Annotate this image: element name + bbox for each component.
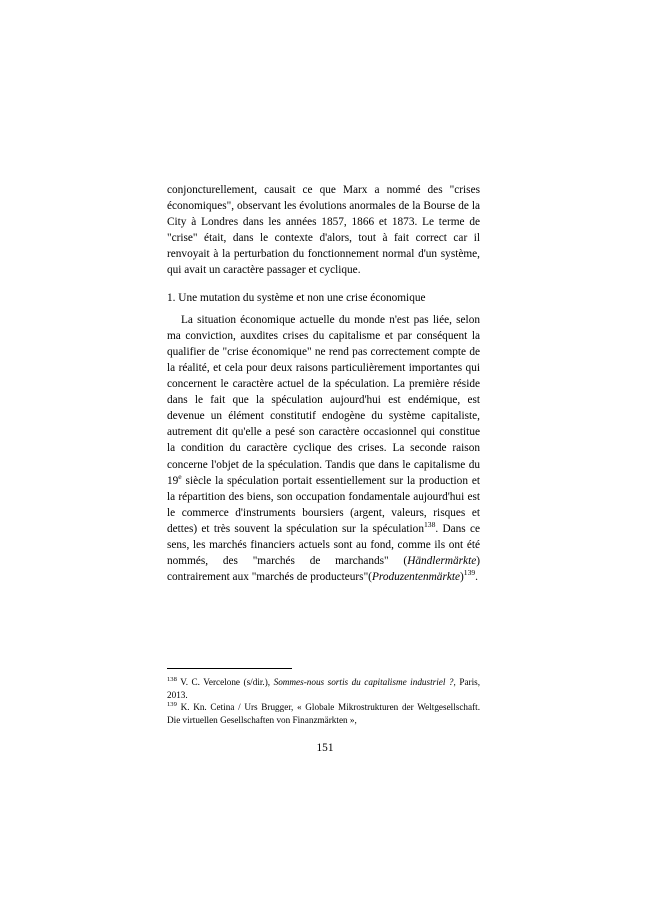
footnote-138-text-before: V. C. Vercelone (s/dir.), <box>176 677 274 687</box>
page-body <box>167 182 480 585</box>
page-number: 151 <box>316 742 334 754</box>
paragraph-intro: conjoncturellement, causait ce que Marx a nommé des "crises économiques", observant les évolutions anormales de la Bourse de la City à Londres dans les années 1857, 1866 et 1873. Le terme de "crise" était, dans le contexte d'alors, tout à fait correct car il renvoyait à la perturbation du fonctionnement normal d'un système, qui avait un caractère passager et cyclique. <box>167 184 480 277</box>
footnote-138-text-after: , Paris, 2013. <box>167 677 481 700</box>
main-text-part-6: . <box>475 571 478 584</box>
footnote-marker-139: 139 <box>167 701 177 709</box>
footnote-139-text-before: K. Kn. Cetina / Urs Brugger, « Globale Mikrostrukturen der Weltgesellschaft. Die virtuellen Gesellschaften von Finanzmärkten », <box>167 702 480 725</box>
section-heading: 1. Une mutation du système et non une crise économique <box>167 291 426 304</box>
main-text-part-4: ) contrairement aux "marchés de producteurs"( <box>167 555 480 584</box>
main-text-part-5: ) <box>460 571 464 584</box>
spacer <box>167 279 480 290</box>
footnote-139 <box>167 701 480 726</box>
paragraph-main <box>167 312 480 586</box>
italic-term-handlermarkte: Händlermärkte <box>407 555 477 568</box>
footnote-separator <box>167 668 292 669</box>
superscript-century: e <box>178 471 182 481</box>
footnote-ref-139: 139 <box>463 568 476 578</box>
italic-term-produzentenmarkte: Produzentenmärkte <box>371 571 461 584</box>
footnotes-area <box>167 676 480 726</box>
main-text-part-1: La situation économique actuelle du monde n'est pas liée, selon ma conviction, auxdites crises du capitalisme et par conséquent la qualifier de "crise économique" ne rend pas correctement compte de la réalité, et cela pour deux raisons particulièrement importantes qui concernent le caractère actuel de la spéculation. La première réside dans le fait que la spéculation aujourd'hui est endémique, est devenue un élément constitutif endogène du système capitaliste, autrement dit qu'elle a pesé son caractère occasionnel qui constitue la condition du caractère cyclique des crises. La seconde raison concerne l'objet de la spéculation. Tandis que dans le capitalisme du 19 <box>167 313 480 487</box>
main-text-part-2: siècle la spéculation portait essentiellement sur la production et la répartition des biens, son occupation fondamentale aujourd'hui est le commerce d'instruments boursiers (argent, valeurs, risques et dettes) et très souvent la spéculation sur la spéculation <box>167 474 480 535</box>
footnote-138-italic-title: Sommes-nous sortis du capitalisme industriel ? <box>273 677 454 687</box>
footnote-marker-138: 138 <box>167 675 177 683</box>
footnote-138 <box>167 676 480 701</box>
main-text-part-3: . Dans ce sens, les marchés financiers actuels sont au fond, comme ils ont été nommés, des "marchés de marchands" ( <box>167 522 481 568</box>
footnote-ref-138: 138 <box>423 520 436 530</box>
